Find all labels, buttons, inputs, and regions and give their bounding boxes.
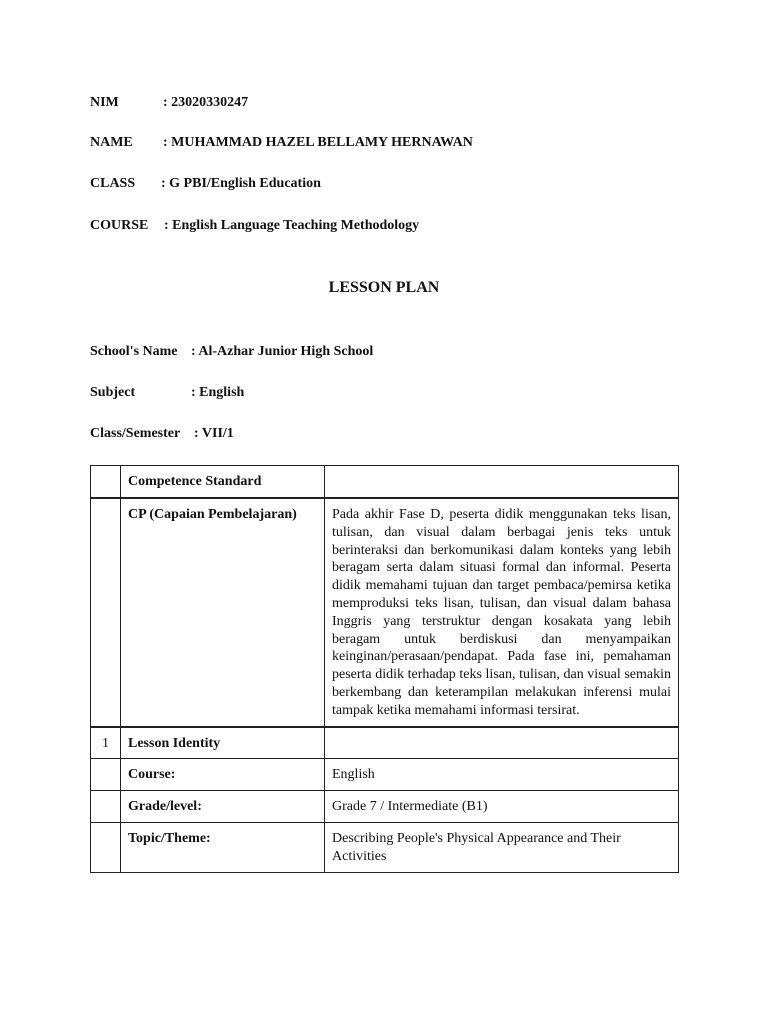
course-label: COURSE xyxy=(90,218,149,233)
subject-value: : English xyxy=(191,385,245,400)
school-name-value: : Al-Azhar Junior High School xyxy=(191,344,374,359)
row-key: Course: xyxy=(121,759,325,791)
page-title: LESSON PLAN xyxy=(328,279,440,296)
row-key: Competence Standard xyxy=(121,466,325,499)
table-row xyxy=(91,466,679,499)
nim-label: NIM xyxy=(90,95,119,110)
row-key: CP (Capaian Pembelajaran) xyxy=(121,498,325,727)
class-value: : G PBI/English Education xyxy=(161,176,321,191)
table-row xyxy=(91,498,679,727)
row-value xyxy=(325,466,679,499)
course-value: : English Language Teaching Methodology xyxy=(164,218,420,233)
name-label: NAME xyxy=(90,135,133,150)
row-value: Pada akhir Fase D, peserta didik menggunakan teks lisan, tulisan, dan visual dalam berbagai jenis teks untuk berinteraksi dan berkomunikasi dalam konteks yang lebih beragam serta dalam situasi formal dan informal. Peserta didik memahami tujuan dan target pembaca/pemirsa ketika memproduksi teks lisan, tulisan, dan visual dalam bahasa Inggris yang terstruktur dengan kosakata yang lebih beragam untuk berdiskusi dan menyampaikan keinginan/perasaan/pendapat. Pada fase ini, pemahaman peserta didik terhadap teks lisan, tulisan, dan visual semakin berkembang dan keterampilan melakukan inferensi mulai tampak ketika memahami informasi tersirat. xyxy=(325,498,679,727)
class-semester-label: Class/Semester xyxy=(90,426,181,441)
class-label: CLASS xyxy=(90,176,136,191)
row-number: 1 xyxy=(91,727,121,759)
table-row xyxy=(91,759,679,791)
table-row xyxy=(91,791,679,823)
row-number xyxy=(91,759,121,791)
row-number xyxy=(91,466,121,499)
row-number xyxy=(91,498,121,727)
row-value: Grade 7 / Intermediate (B1) xyxy=(325,791,679,823)
row-number xyxy=(91,791,121,823)
name-value: : MUHAMMAD HAZEL BELLAMY HERNAWAN xyxy=(163,135,473,150)
class-semester-value: : VII/1 xyxy=(194,426,234,441)
row-value xyxy=(325,727,679,759)
row-key: Topic/Theme: xyxy=(121,822,325,872)
nim-value: : 23020330247 xyxy=(163,95,249,110)
row-key: Grade/level: xyxy=(121,791,325,823)
row-value: English xyxy=(325,759,679,791)
lesson-plan-table xyxy=(90,465,679,873)
row-value: Describing People's Physical Appearance and Their Activities xyxy=(325,822,679,872)
subject-label: Subject xyxy=(90,385,136,400)
row-key: Lesson Identity xyxy=(121,727,325,759)
table-row xyxy=(91,822,679,872)
table-row xyxy=(91,727,679,759)
school-name-label: School's Name xyxy=(90,344,178,359)
row-number xyxy=(91,822,121,872)
